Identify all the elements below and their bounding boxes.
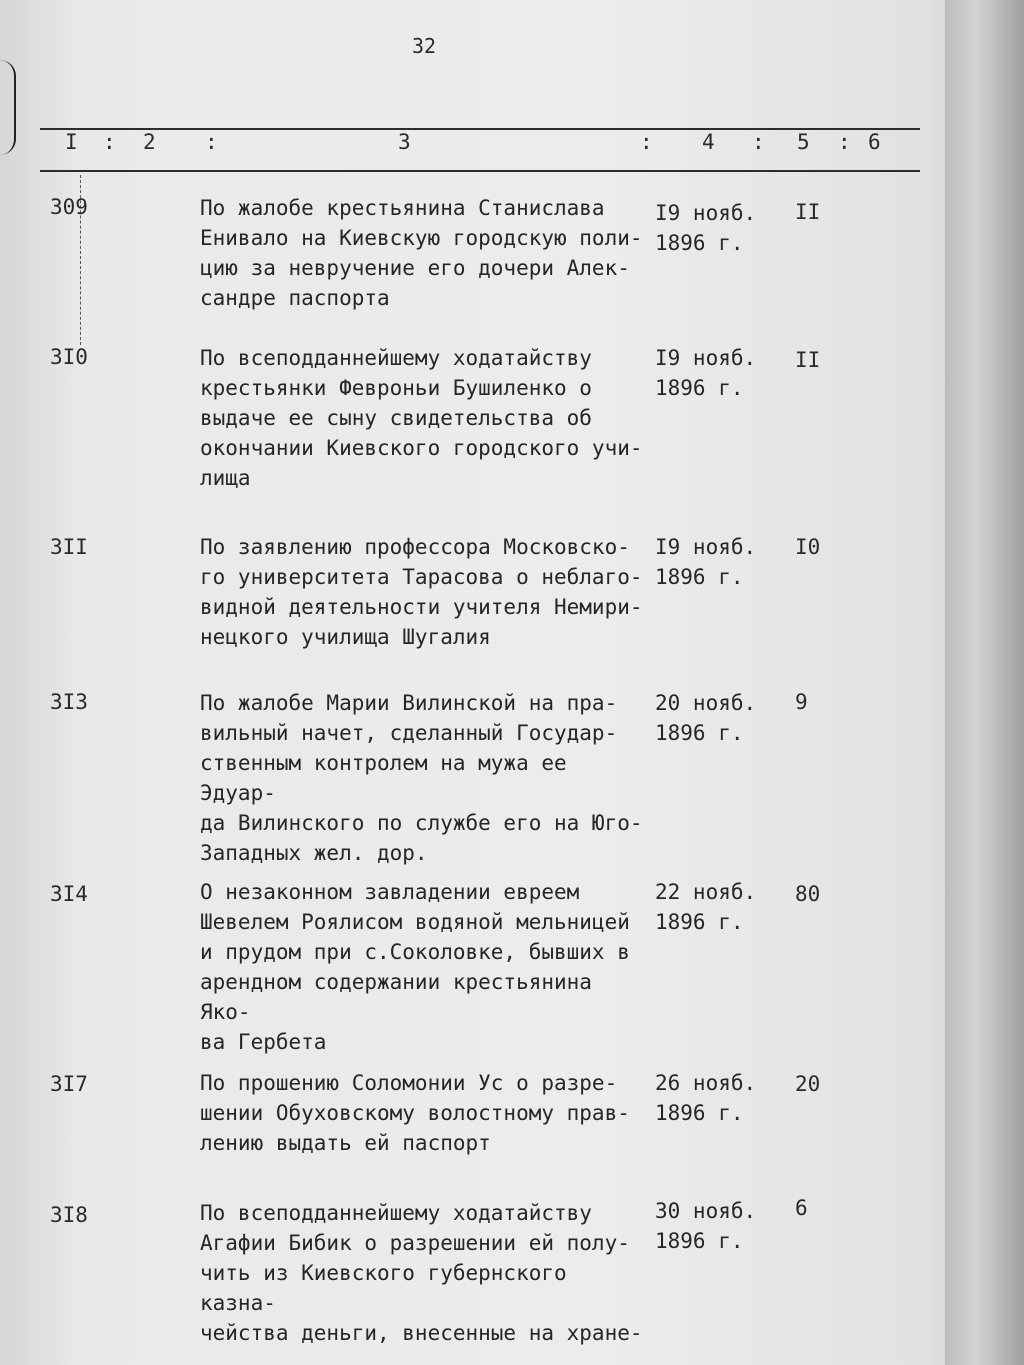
entry-number: 3I3 xyxy=(50,690,88,714)
header-rule-bottom xyxy=(40,170,920,172)
entry-description: По прошению Соломонии Ус о разре- шении Обуховскому волостному прав- лению выдать ей паспорт xyxy=(200,1071,630,1155)
entry-date: I9 нояб. 1896 г. xyxy=(655,346,757,400)
entry-number: 3I8 xyxy=(50,1203,88,1227)
entry-sheets: I0 xyxy=(795,535,821,559)
entry-date: 26 нояб. 1896 г. xyxy=(655,1071,757,1125)
entry-date: 30 нояб. 1896 г. xyxy=(655,1199,757,1253)
entry-date: 22 нояб. 1896 г. xyxy=(655,880,757,934)
entry-number: 309 xyxy=(50,195,88,219)
column-separator: : xyxy=(838,130,851,154)
column-header-4: 4 xyxy=(702,130,715,154)
binding-mark xyxy=(0,60,16,155)
column-header-6: 6 xyxy=(868,130,881,154)
entry-date: I9 нояб. 1896 г. xyxy=(655,535,757,589)
column-header-2: 2 xyxy=(143,130,156,154)
column-separator: : xyxy=(205,130,218,154)
entry-date: I9 нояб. 1896 г. xyxy=(655,201,757,255)
entry-date: 20 нояб. 1896 г. xyxy=(655,691,757,745)
entry-description: По жалобе крестьянина Станислава Енивало на Киевскую городскую поли- цию за невручение его дочери Алек- сандре паспорта xyxy=(200,196,643,310)
entry-description: По всеподданнейшему ходатайству Агафии Бибик о разрешении ей полу- чить из Киевского губернского казна- чейства деньги, внесенные на хране- xyxy=(200,1201,643,1345)
column-separator: : xyxy=(640,130,653,154)
entry-description: О незаконном завладении евреем Шевелем Роялисом водяной мельницей и прудом при с.Соколовке, бывших в арендном содержании крестьянина Яко- ва Гербета xyxy=(200,880,630,1054)
entry-sheets: 80 xyxy=(795,882,821,906)
entry-sheets: II xyxy=(795,348,821,372)
column-separator: : xyxy=(752,130,765,154)
entry-number: 3I4 xyxy=(50,882,88,906)
page-number: 32 xyxy=(412,34,437,58)
column-header-3: 3 xyxy=(398,130,411,154)
entry-description: По заявлению профессора Московско- го университета Тарасова о неблаго- видной деятельности учителя Немири- нецкого училища Шугалия xyxy=(200,535,643,649)
entry-description: По всеподданнейшему ходатайству крестьянки Февроньи Бушиленко о выдаче ее сыну свидетельства об окончании Киевского городского учи- лища xyxy=(200,346,643,490)
column-header-1: I xyxy=(65,130,78,154)
header-rule-top xyxy=(40,128,920,130)
entry-number: 3I0 xyxy=(50,345,88,369)
entry-sheets: II xyxy=(795,200,821,224)
entry-sheets: 20 xyxy=(795,1072,821,1096)
entry-number: 3I7 xyxy=(50,1072,88,1096)
column-header-5: 5 xyxy=(797,130,810,154)
page-edge xyxy=(945,0,1024,1365)
entry-sheets: 6 xyxy=(795,1196,808,1220)
entry-sheets: 9 xyxy=(795,690,808,714)
entry-number: 3II xyxy=(50,535,88,559)
column-separator: : xyxy=(103,130,116,154)
entry-description: По жалобе Марии Вилинской на пра- вильный начет, сделанный Государ- ственным контролем на мужа ее Эдуар- да Вилинского по службе его на Юго- Западных жел. дор. xyxy=(200,691,643,865)
